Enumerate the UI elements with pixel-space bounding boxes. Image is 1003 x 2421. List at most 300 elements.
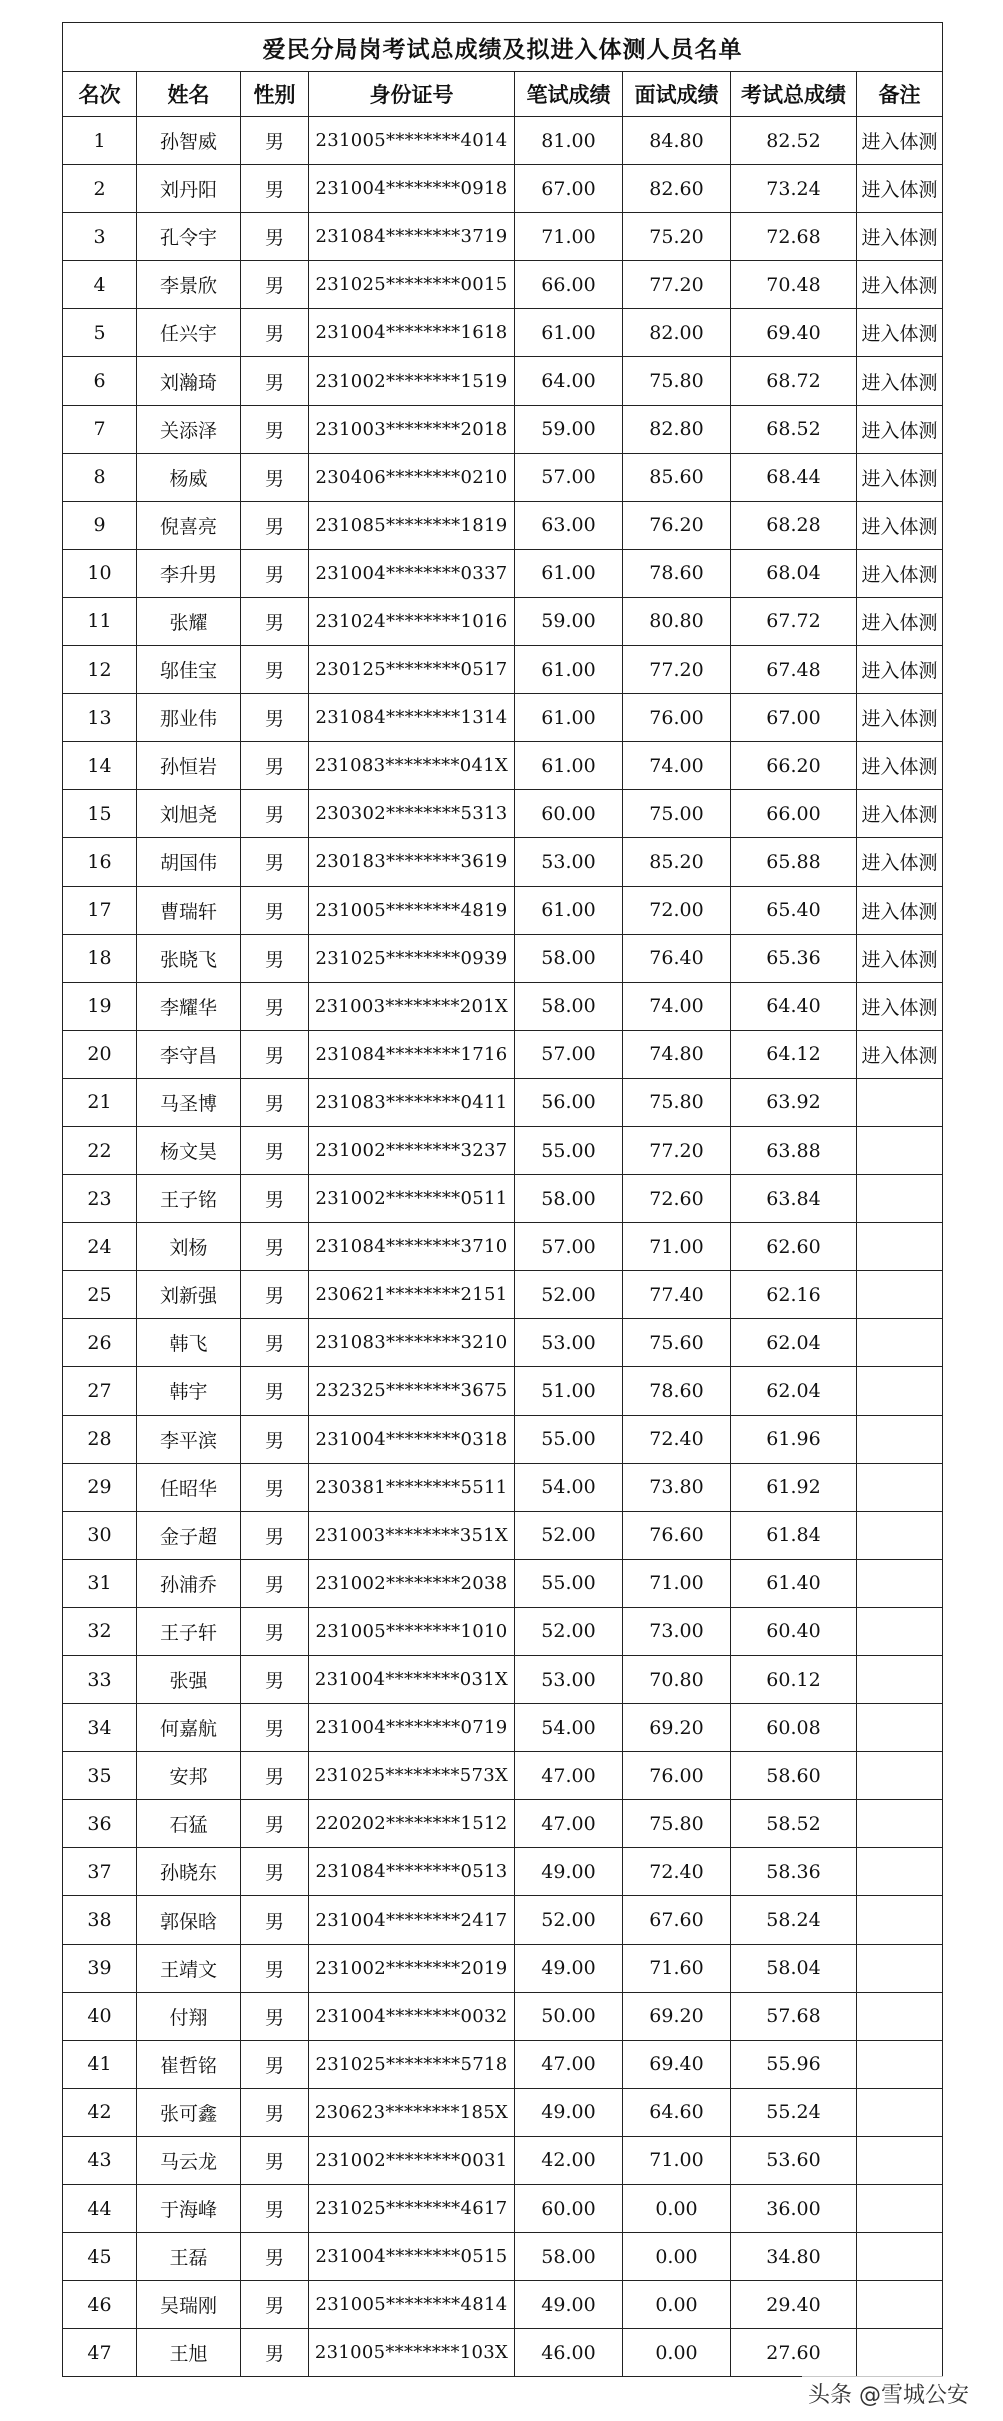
cell-written-score: 61.00: [515, 309, 623, 357]
cell-name: 韩宇: [137, 1367, 241, 1415]
cell-gender: 男: [241, 1992, 309, 2040]
cell-gender: 男: [241, 982, 309, 1030]
header-written-score: 笔试成绩: [515, 72, 623, 117]
cell-remark: [857, 1944, 943, 1992]
cell-rank: 6: [63, 357, 137, 405]
cell-total-score: 67.48: [731, 646, 857, 694]
cell-remark: 进入体测: [857, 886, 943, 934]
cell-id-number: 231024********1016: [309, 597, 515, 645]
cell-total-score: 60.40: [731, 1607, 857, 1655]
cell-remark: [857, 1656, 943, 1704]
cell-gender: 男: [241, 646, 309, 694]
cell-rank: 27: [63, 1367, 137, 1415]
cell-interview-score: 82.60: [623, 165, 731, 213]
cell-id-number: 231003********201X: [309, 982, 515, 1030]
cell-total-score: 57.68: [731, 1992, 857, 2040]
cell-gender: 男: [241, 1126, 309, 1174]
cell-gender: 男: [241, 2329, 309, 2377]
cell-written-score: 49.00: [515, 1944, 623, 1992]
table-title: 爱民分局岗考试总成绩及拟进入体测人员名单: [63, 23, 943, 72]
cell-id-number: 230302********5313: [309, 790, 515, 838]
cell-remark: 进入体测: [857, 501, 943, 549]
cell-rank: 5: [63, 309, 137, 357]
cell-rank: 34: [63, 1704, 137, 1752]
cell-name: 付翔: [137, 1992, 241, 2040]
cell-written-score: 52.00: [515, 1607, 623, 1655]
cell-name: 孙智威: [137, 117, 241, 165]
cell-name: 任兴宇: [137, 309, 241, 357]
cell-id-number: 231002********0031: [309, 2136, 515, 2184]
cell-rank: 37: [63, 1848, 137, 1896]
table-row: [63, 742, 943, 790]
cell-id-number: 231005********103X: [309, 2329, 515, 2377]
table-row: [63, 501, 943, 549]
cell-gender: 男: [241, 2136, 309, 2184]
cell-interview-score: 75.00: [623, 790, 731, 838]
cell-total-score: 70.48: [731, 261, 857, 309]
cell-rank: 21: [63, 1078, 137, 1126]
cell-total-score: 66.20: [731, 742, 857, 790]
table-row: [63, 886, 943, 934]
cell-gender: 男: [241, 1511, 309, 1559]
cell-id-number: 231083********041X: [309, 742, 515, 790]
cell-rank: 41: [63, 2040, 137, 2088]
results-sheet: [62, 22, 942, 2377]
cell-gender: 男: [241, 597, 309, 645]
cell-written-score: 64.00: [515, 357, 623, 405]
cell-written-score: 47.00: [515, 1800, 623, 1848]
table-row: [63, 357, 943, 405]
table-row: [63, 1078, 943, 1126]
cell-id-number: 231003********351X: [309, 1511, 515, 1559]
cell-name: 邬佳宝: [137, 646, 241, 694]
cell-rank: 15: [63, 790, 137, 838]
cell-written-score: 55.00: [515, 1126, 623, 1174]
table-row: [63, 982, 943, 1030]
cell-id-number: 231002********2019: [309, 1944, 515, 1992]
cell-id-number: 231084********1716: [309, 1030, 515, 1078]
table-row: [63, 2040, 943, 2088]
cell-interview-score: 84.80: [623, 117, 731, 165]
cell-name: 刘丹阳: [137, 165, 241, 213]
cell-gender: 男: [241, 1463, 309, 1511]
cell-gender: 男: [241, 1800, 309, 1848]
cell-interview-score: 67.60: [623, 1896, 731, 1944]
cell-written-score: 53.00: [515, 838, 623, 886]
cell-remark: 进入体测: [857, 213, 943, 261]
cell-id-number: 231083********0411: [309, 1078, 515, 1126]
cell-total-score: 66.00: [731, 790, 857, 838]
cell-interview-score: 0.00: [623, 2185, 731, 2233]
cell-id-number: 230621********2151: [309, 1271, 515, 1319]
cell-written-score: 59.00: [515, 405, 623, 453]
cell-interview-score: 72.40: [623, 1415, 731, 1463]
cell-rank: 43: [63, 2136, 137, 2184]
cell-name: 孙恒岩: [137, 742, 241, 790]
cell-written-score: 53.00: [515, 1319, 623, 1367]
cell-remark: [857, 2281, 943, 2329]
cell-id-number: 231025********0939: [309, 934, 515, 982]
cell-gender: 男: [241, 357, 309, 405]
table-row: [63, 838, 943, 886]
cell-name: 刘瀚琦: [137, 357, 241, 405]
cell-written-score: 81.00: [515, 117, 623, 165]
cell-interview-score: 76.20: [623, 501, 731, 549]
cell-name: 王子铭: [137, 1175, 241, 1223]
cell-gender: 男: [241, 1559, 309, 1607]
cell-rank: 3: [63, 213, 137, 261]
cell-interview-score: 75.60: [623, 1319, 731, 1367]
cell-gender: 男: [241, 838, 309, 886]
cell-name: 张晓飞: [137, 934, 241, 982]
cell-total-score: 61.40: [731, 1559, 857, 1607]
cell-remark: [857, 1511, 943, 1559]
cell-total-score: 64.40: [731, 982, 857, 1030]
cell-written-score: 47.00: [515, 2040, 623, 2088]
cell-remark: 进入体测: [857, 790, 943, 838]
cell-remark: [857, 1367, 943, 1415]
cell-interview-score: 75.80: [623, 1800, 731, 1848]
cell-name: 任昭华: [137, 1463, 241, 1511]
cell-remark: 进入体测: [857, 453, 943, 501]
table-row: [63, 2233, 943, 2281]
cell-remark: [857, 1175, 943, 1223]
table-row: [63, 1271, 943, 1319]
cell-interview-score: 71.00: [623, 2136, 731, 2184]
cell-total-score: 53.60: [731, 2136, 857, 2184]
cell-id-number: 230183********3619: [309, 838, 515, 886]
cell-rank: 10: [63, 549, 137, 597]
cell-rank: 14: [63, 742, 137, 790]
cell-interview-score: 70.80: [623, 1656, 731, 1704]
cell-total-score: 68.72: [731, 357, 857, 405]
header-row: [63, 72, 943, 117]
cell-gender: 男: [241, 1656, 309, 1704]
cell-id-number: 231084********3719: [309, 213, 515, 261]
cell-total-score: 58.60: [731, 1752, 857, 1800]
cell-interview-score: 82.80: [623, 405, 731, 453]
cell-interview-score: 76.40: [623, 934, 731, 982]
cell-gender: 男: [241, 1367, 309, 1415]
cell-interview-score: 74.00: [623, 742, 731, 790]
cell-written-score: 54.00: [515, 1463, 623, 1511]
cell-remark: [857, 1752, 943, 1800]
header-interview-score: 面试成绩: [623, 72, 731, 117]
cell-gender: 男: [241, 790, 309, 838]
cell-written-score: 54.00: [515, 1704, 623, 1752]
cell-remark: 进入体测: [857, 117, 943, 165]
header-remark: 备注: [857, 72, 943, 117]
cell-remark: [857, 2136, 943, 2184]
cell-remark: [857, 1271, 943, 1319]
cell-gender: 男: [241, 694, 309, 742]
cell-id-number: 231005********4014: [309, 117, 515, 165]
cell-rank: 16: [63, 838, 137, 886]
cell-gender: 男: [241, 501, 309, 549]
cell-interview-score: 77.20: [623, 261, 731, 309]
cell-rank: 28: [63, 1415, 137, 1463]
cell-interview-score: 69.20: [623, 1704, 731, 1752]
table-row: [63, 1992, 943, 2040]
cell-rank: 29: [63, 1463, 137, 1511]
cell-name: 曹瑞轩: [137, 886, 241, 934]
cell-name: 张强: [137, 1656, 241, 1704]
cell-gender: 男: [241, 1415, 309, 1463]
cell-total-score: 36.00: [731, 2185, 857, 2233]
cell-gender: 男: [241, 1944, 309, 1992]
cell-rank: 7: [63, 405, 137, 453]
table-row: [63, 1463, 943, 1511]
cell-rank: 11: [63, 597, 137, 645]
cell-name: 王旭: [137, 2329, 241, 2377]
cell-name: 李耀华: [137, 982, 241, 1030]
cell-written-score: 57.00: [515, 453, 623, 501]
cell-total-score: 62.16: [731, 1271, 857, 1319]
cell-interview-score: 85.20: [623, 838, 731, 886]
cell-gender: 男: [241, 1223, 309, 1271]
cell-interview-score: 80.80: [623, 597, 731, 645]
cell-total-score: 65.36: [731, 934, 857, 982]
cell-written-score: 60.00: [515, 790, 623, 838]
cell-written-score: 49.00: [515, 1848, 623, 1896]
cell-id-number: 230406********0210: [309, 453, 515, 501]
cell-written-score: 56.00: [515, 1078, 623, 1126]
cell-rank: 24: [63, 1223, 137, 1271]
cell-name: 王子轩: [137, 1607, 241, 1655]
cell-total-score: 61.84: [731, 1511, 857, 1559]
cell-interview-score: 75.20: [623, 213, 731, 261]
cell-total-score: 64.12: [731, 1030, 857, 1078]
cell-total-score: 58.36: [731, 1848, 857, 1896]
cell-name: 杨文昊: [137, 1126, 241, 1174]
cell-interview-score: 74.00: [623, 982, 731, 1030]
cell-total-score: 68.04: [731, 549, 857, 597]
cell-gender: 男: [241, 309, 309, 357]
cell-remark: 进入体测: [857, 934, 943, 982]
cell-remark: 进入体测: [857, 838, 943, 886]
cell-total-score: 62.60: [731, 1223, 857, 1271]
cell-gender: 男: [241, 2233, 309, 2281]
table-row: [63, 1848, 943, 1896]
cell-id-number: 231004********0719: [309, 1704, 515, 1752]
cell-written-score: 58.00: [515, 1175, 623, 1223]
cell-name: 吴瑞刚: [137, 2281, 241, 2329]
cell-remark: [857, 1896, 943, 1944]
cell-id-number: 232325********3675: [309, 1367, 515, 1415]
cell-total-score: 34.80: [731, 2233, 857, 2281]
cell-gender: 男: [241, 742, 309, 790]
cell-id-number: 220202********1512: [309, 1800, 515, 1848]
cell-written-score: 61.00: [515, 886, 623, 934]
cell-interview-score: 72.40: [623, 1848, 731, 1896]
cell-remark: [857, 2233, 943, 2281]
cell-rank: 38: [63, 1896, 137, 1944]
cell-interview-score: 85.60: [623, 453, 731, 501]
cell-id-number: 231004********2417: [309, 1896, 515, 1944]
cell-id-number: 231084********0513: [309, 1848, 515, 1896]
cell-remark: [857, 1992, 943, 2040]
cell-id-number: 231004********031X: [309, 1656, 515, 1704]
cell-interview-score: 77.40: [623, 1271, 731, 1319]
table-row: [63, 1126, 943, 1174]
cell-written-score: 51.00: [515, 1367, 623, 1415]
cell-interview-score: 71.00: [623, 1559, 731, 1607]
cell-written-score: 52.00: [515, 1511, 623, 1559]
cell-interview-score: 75.80: [623, 357, 731, 405]
cell-rank: 25: [63, 1271, 137, 1319]
cell-total-score: 73.24: [731, 165, 857, 213]
table-row: [63, 165, 943, 213]
cell-written-score: 61.00: [515, 549, 623, 597]
cell-id-number: 230381********5511: [309, 1463, 515, 1511]
cell-name: 安邦: [137, 1752, 241, 1800]
table-row: [63, 2185, 943, 2233]
cell-rank: 22: [63, 1126, 137, 1174]
table-row: [63, 1944, 943, 1992]
cell-rank: 12: [63, 646, 137, 694]
cell-interview-score: 69.40: [623, 2040, 731, 2088]
cell-gender: 男: [241, 453, 309, 501]
cell-rank: 39: [63, 1944, 137, 1992]
table-row: [63, 117, 943, 165]
cell-name: 李平滨: [137, 1415, 241, 1463]
cell-name: 金子超: [137, 1511, 241, 1559]
cell-written-score: 61.00: [515, 694, 623, 742]
cell-written-score: 50.00: [515, 1992, 623, 2040]
table-row: [63, 1319, 943, 1367]
cell-gender: 男: [241, 213, 309, 261]
cell-id-number: 231025********4617: [309, 2185, 515, 2233]
table-row: [63, 213, 943, 261]
table-row: [63, 1752, 943, 1800]
cell-interview-score: 77.20: [623, 1126, 731, 1174]
cell-interview-score: 77.20: [623, 646, 731, 694]
cell-interview-score: 73.80: [623, 1463, 731, 1511]
cell-written-score: 58.00: [515, 2233, 623, 2281]
cell-remark: [857, 1800, 943, 1848]
cell-gender: 男: [241, 886, 309, 934]
cell-id-number: 231002********0511: [309, 1175, 515, 1223]
cell-rank: 33: [63, 1656, 137, 1704]
cell-id-number: 231005********4814: [309, 2281, 515, 2329]
cell-name: 那业伟: [137, 694, 241, 742]
cell-total-score: 55.96: [731, 2040, 857, 2088]
cell-total-score: 68.52: [731, 405, 857, 453]
header-id-number: 身份证号: [309, 72, 515, 117]
cell-interview-score: 74.80: [623, 1030, 731, 1078]
cell-id-number: 231085********1819: [309, 501, 515, 549]
cell-written-score: 63.00: [515, 501, 623, 549]
cell-gender: 男: [241, 1704, 309, 1752]
cell-name: 石猛: [137, 1800, 241, 1848]
cell-written-score: 55.00: [515, 1415, 623, 1463]
cell-name: 李景欣: [137, 261, 241, 309]
cell-total-score: 65.40: [731, 886, 857, 934]
cell-remark: [857, 2185, 943, 2233]
cell-rank: 8: [63, 453, 137, 501]
cell-name: 张耀: [137, 597, 241, 645]
cell-total-score: 72.68: [731, 213, 857, 261]
cell-id-number: 231004********0515: [309, 2233, 515, 2281]
cell-name: 何嘉航: [137, 1704, 241, 1752]
cell-rank: 2: [63, 165, 137, 213]
table-row: [63, 2329, 943, 2377]
cell-rank: 32: [63, 1607, 137, 1655]
cell-gender: 男: [241, 1078, 309, 1126]
cell-interview-score: 78.60: [623, 549, 731, 597]
table-row: [63, 549, 943, 597]
cell-id-number: 231004********0318: [309, 1415, 515, 1463]
cell-id-number: 231084********1314: [309, 694, 515, 742]
cell-name: 李守昌: [137, 1030, 241, 1078]
cell-id-number: 231025********5718: [309, 2040, 515, 2088]
table-row: [63, 309, 943, 357]
table-row: [63, 405, 943, 453]
cell-rank: 13: [63, 694, 137, 742]
table-row: [63, 934, 943, 982]
cell-written-score: 61.00: [515, 742, 623, 790]
cell-gender: 男: [241, 1030, 309, 1078]
cell-rank: 45: [63, 2233, 137, 2281]
cell-total-score: 61.96: [731, 1415, 857, 1463]
cell-remark: [857, 1078, 943, 1126]
cell-id-number: 231005********1010: [309, 1607, 515, 1655]
cell-remark: 进入体测: [857, 309, 943, 357]
cell-total-score: 62.04: [731, 1367, 857, 1415]
cell-total-score: 58.52: [731, 1800, 857, 1848]
cell-name: 马云龙: [137, 2136, 241, 2184]
cell-rank: 35: [63, 1752, 137, 1800]
cell-rank: 9: [63, 501, 137, 549]
cell-rank: 47: [63, 2329, 137, 2377]
cell-written-score: 58.00: [515, 982, 623, 1030]
table-row: [63, 1223, 943, 1271]
cell-total-score: 68.28: [731, 501, 857, 549]
cell-remark: [857, 1319, 943, 1367]
cell-total-score: 29.40: [731, 2281, 857, 2329]
cell-total-score: 61.92: [731, 1463, 857, 1511]
cell-name: 胡国伟: [137, 838, 241, 886]
cell-remark: 进入体测: [857, 405, 943, 453]
cell-interview-score: 71.00: [623, 1223, 731, 1271]
cell-interview-score: 76.60: [623, 1511, 731, 1559]
table-row: [63, 2281, 943, 2329]
cell-remark: [857, 1223, 943, 1271]
cell-id-number: 231004********0918: [309, 165, 515, 213]
cell-interview-score: 0.00: [623, 2281, 731, 2329]
cell-gender: 男: [241, 2088, 309, 2136]
table-row: [63, 1800, 943, 1848]
cell-id-number: 231003********2018: [309, 405, 515, 453]
table-row: [63, 1704, 943, 1752]
cell-name: 刘新强: [137, 1271, 241, 1319]
cell-remark: 进入体测: [857, 261, 943, 309]
cell-written-score: 67.00: [515, 165, 623, 213]
cell-written-score: 55.00: [515, 1559, 623, 1607]
cell-interview-score: 72.60: [623, 1175, 731, 1223]
cell-rank: 42: [63, 2088, 137, 2136]
cell-remark: [857, 1559, 943, 1607]
table-row: [63, 1656, 943, 1704]
table-row: [63, 453, 943, 501]
cell-rank: 4: [63, 261, 137, 309]
cell-remark: 进入体测: [857, 742, 943, 790]
cell-written-score: 46.00: [515, 2329, 623, 2377]
cell-written-score: 58.00: [515, 934, 623, 982]
cell-total-score: 58.24: [731, 1896, 857, 1944]
cell-name: 孔令宇: [137, 213, 241, 261]
header-name: 姓名: [137, 72, 241, 117]
